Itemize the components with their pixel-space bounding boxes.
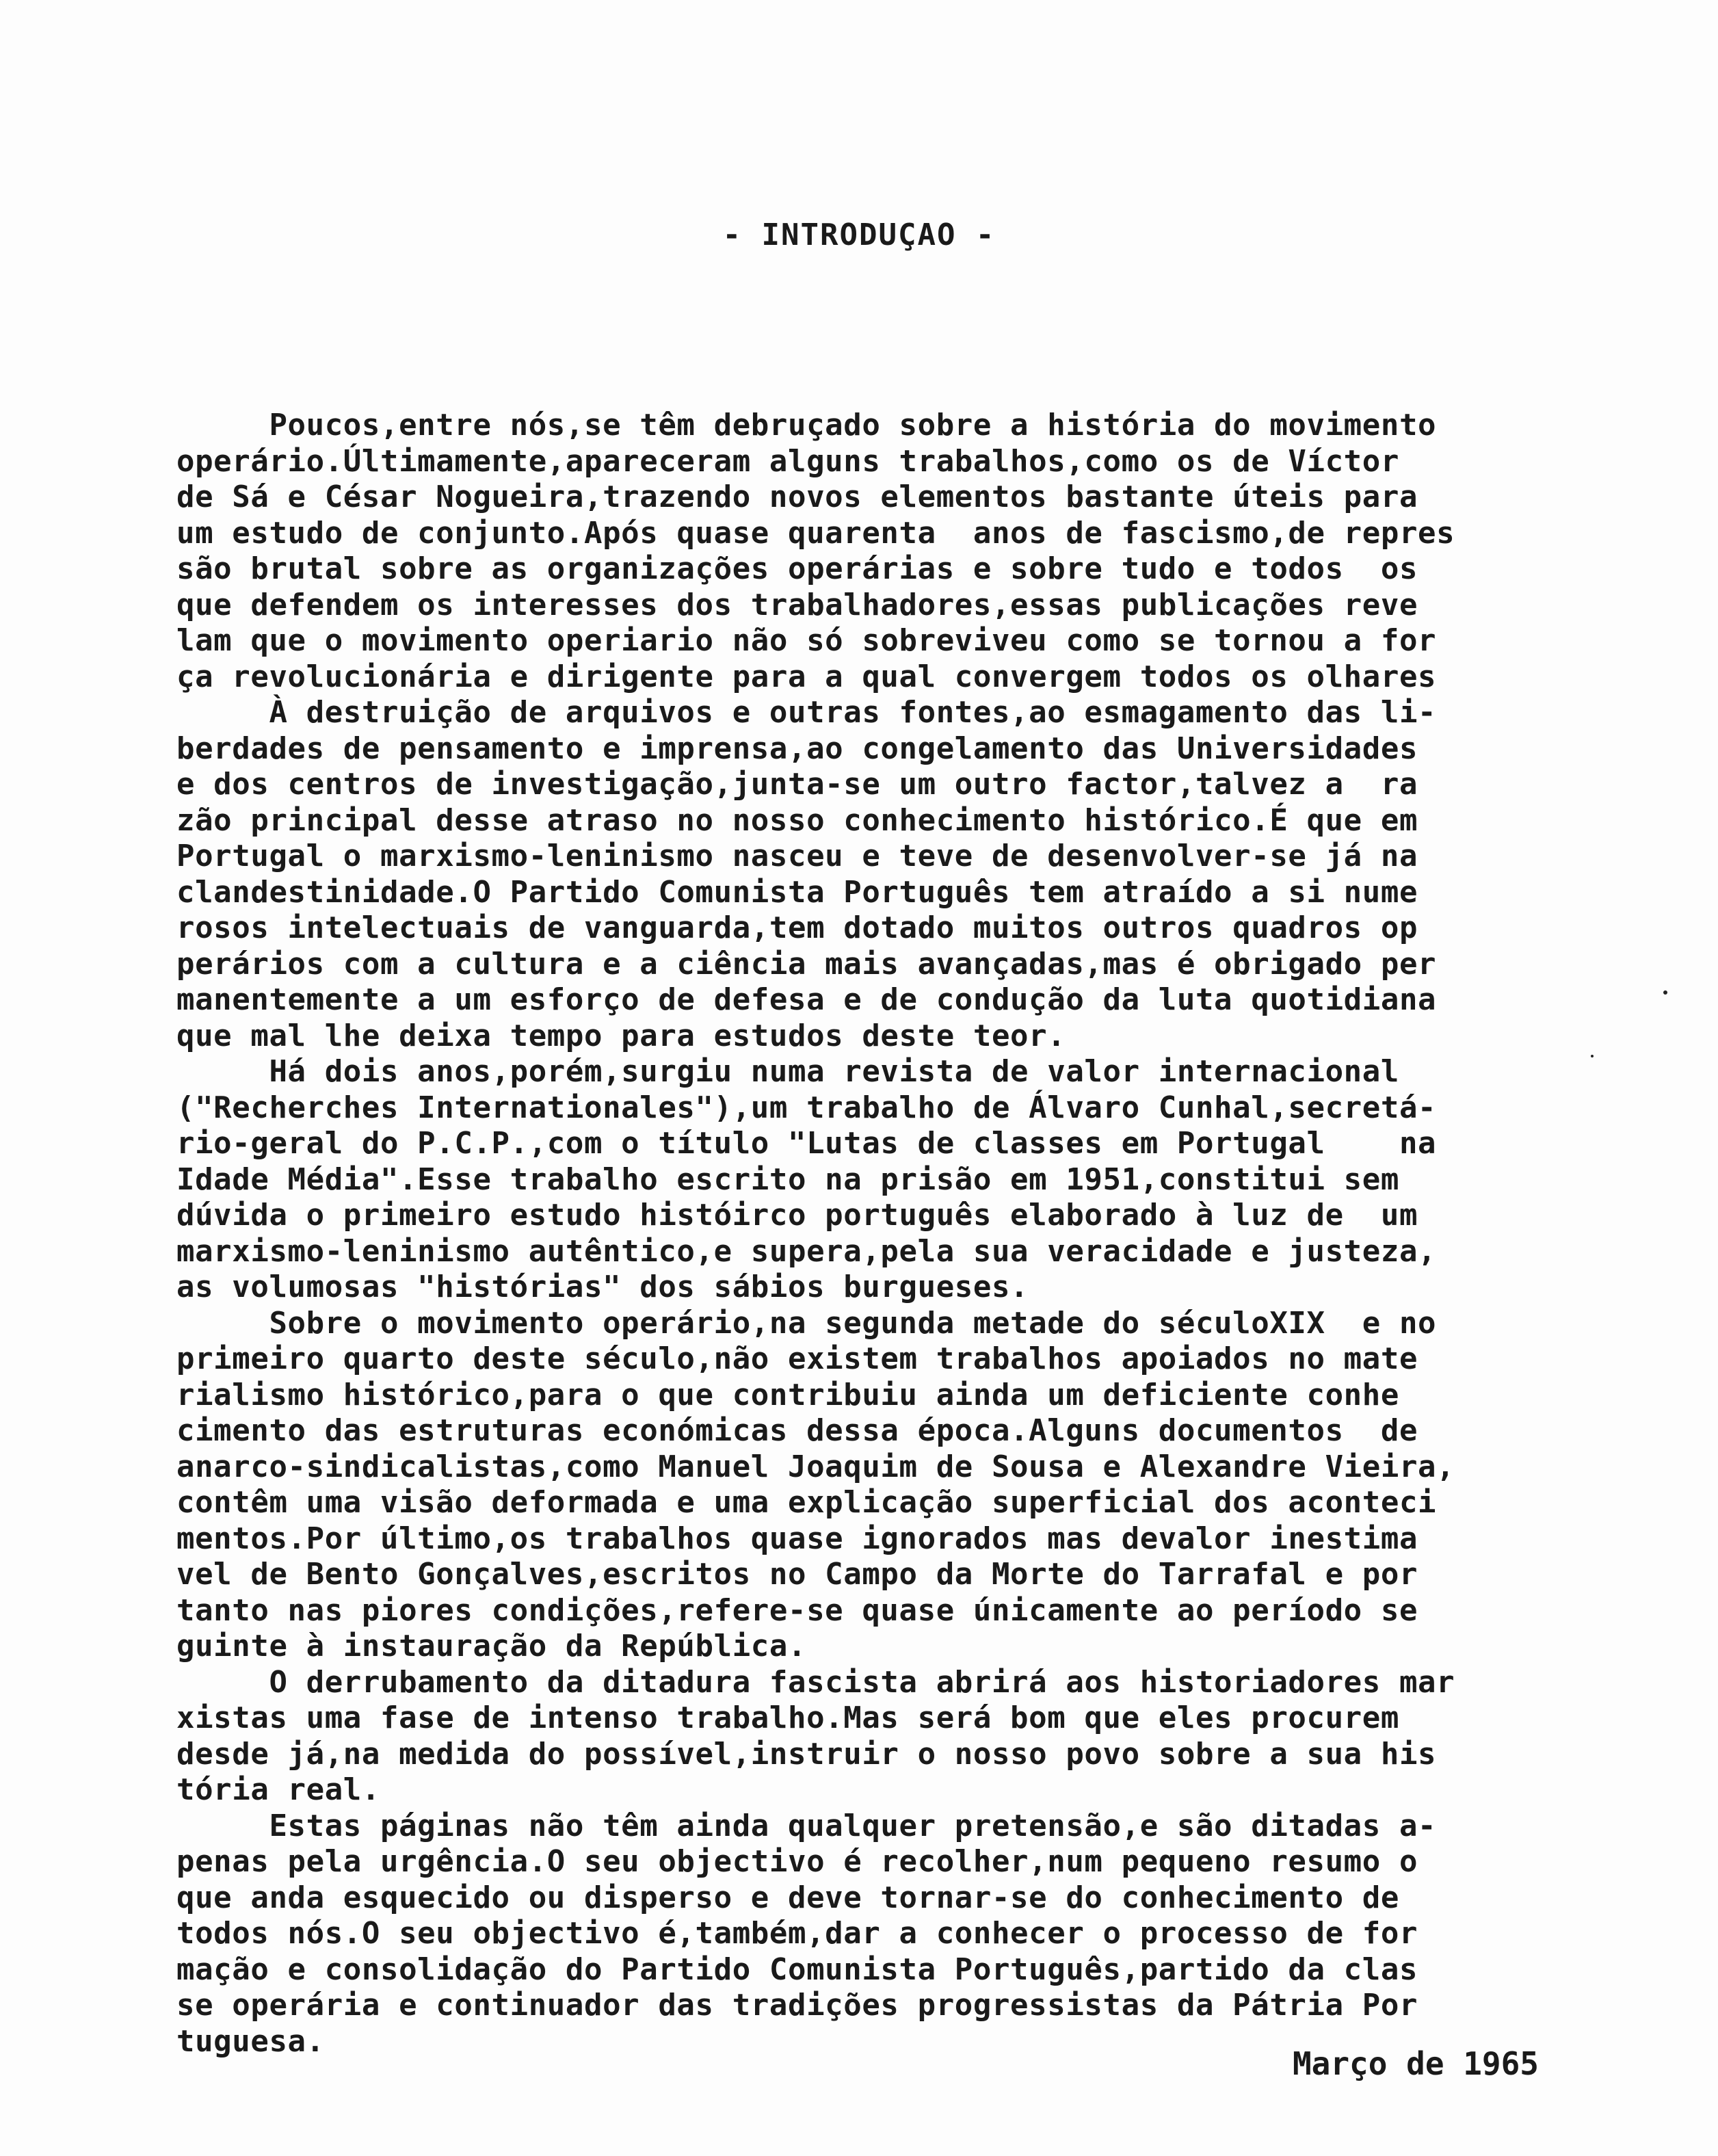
text-line: clandestinidade.O Partido Comunista Português tem atraído a si nume	[176, 874, 1418, 910]
text-line: Poucos,entre nós,se têm debruçado sobre a história do movimento	[176, 408, 1437, 443]
text-line: perários com a cultura e a ciência mais avançadas,mas é obrigado per	[176, 946, 1437, 982]
text-line: rio-geral do P.C.P.,com o título "Lutas de classes em Portugal na	[176, 1126, 1437, 1161]
text-line: mentos.Por último,os trabalhos quase ignorados mas devalor inestima	[176, 1521, 1418, 1556]
text-line: rialismo histórico,para o que contribuiu ainda um deficiente conhe	[176, 1377, 1399, 1412]
text-line: Portugal o marxismo-leninismo nasceu e teve de desenvolver-se já na	[176, 839, 1418, 873]
text-line: que mal lhe deixa tempo para estudos deste teor.	[176, 1018, 1066, 1053]
text-line: manentemente a um esforço de defesa e de condução da luta quotidiana	[176, 982, 1437, 1017]
text-line: são brutal sobre as organizações operárias e sobre tudo e todos os	[176, 551, 1418, 586]
text-line: de Sá e César Nogueira,trazendo novos elementos bastante úteis para	[176, 479, 1418, 514]
text-line: Sobre o movimento operário,na segunda metade do séculoXIX e no	[176, 1305, 1437, 1341]
text-line: um estudo de conjunto.Após quase quarenta anos de fascismo,de repres	[176, 515, 1455, 551]
text-line: xistas uma fase de intenso trabalho.Mas será bom que eles procurem	[176, 1700, 1399, 1735]
text-line: e dos centros de investigação,junta-se um outro factor,talvez a ra	[176, 767, 1418, 802]
text-line: as volumosas "histórias" dos sábios burgueses.	[176, 1270, 1029, 1304]
text-line: O derrubamento da ditadura fascista abrirá aos historiadores mar	[176, 1664, 1455, 1700]
text-line: primeiro quarto deste século,não existem trabalhos apoiados no mate	[176, 1341, 1418, 1376]
date-signature: Março de 1965	[1292, 2045, 1539, 2082]
text-line: contêm uma visão deformada e uma explicação superficial dos aconteci	[176, 1485, 1437, 1520]
text-line: tória real.	[176, 1772, 380, 1807]
text-line: marxismo-leninismo autêntico,e supera,pela sua veracidade e justeza,	[176, 1233, 1437, 1269]
text-line: que anda esquecido ou disperso e deve tornar-se do conhecimento de	[176, 1880, 1399, 1915]
text-line: penas pela urgência.O seu objectivo é recolher,num pequeno resumo o	[176, 1844, 1418, 1879]
text-line: vel de Bento Gonçalves,escritos no Campo da Morte do Tarrafal e por	[176, 1557, 1418, 1592]
text-line: se operária e continuador das tradições progressistas da Pátria Por	[176, 1988, 1418, 2023]
text-line: ("Recherches Internationales"),um trabalho de Álvaro Cunhal,secretá-	[176, 1090, 1437, 1125]
text-line: tuguesa.	[176, 2023, 325, 2059]
text-line: lam que o movimento operiario não só sobreviveu como se tornou a for	[176, 623, 1437, 658]
text-line: Há dois anos,porém,surgiu numa revista de valor internacional	[176, 1054, 1399, 1089]
text-line: zão principal desse atraso no nosso conhecimento histórico.É que em	[176, 802, 1418, 838]
text-line: operário.Últimamente,apareceram alguns trabalhos,como os de Víctor	[176, 443, 1399, 479]
text-line: mação e consolidação do Partido Comunista Português,partido da clas	[176, 1951, 1418, 1987]
text-line: desde já,na medida do possível,instruir o nosso povo sobre a sua his	[176, 1736, 1437, 1772]
text-line: todos nós.O seu objectivo é,também,dar a conhecer o processo de for	[176, 1916, 1418, 1951]
ink-speck	[1663, 990, 1667, 995]
text-line: dúvida o primeiro estudo históirco português elaborado à luz de um	[176, 1198, 1418, 1233]
text-line: ça revolucionária e dirigente para a qual convergem todos os olhares	[176, 659, 1437, 694]
text-line: cimento das estruturas económicas dessa época.Alguns documentos de	[176, 1413, 1418, 1448]
text-line: À destruição de arquivos e outras fontes,ao esmagamento das li-	[176, 695, 1437, 730]
text-line: Estas páginas não têm ainda qualquer pretensão,e são ditadas a-	[176, 1808, 1437, 1843]
text-line: anarco-sindicalistas,como Manuel Joaquim de Sousa e Alexandre Vieira,	[176, 1449, 1455, 1484]
body-text	[176, 408, 1544, 2060]
page-title: - INTRODUÇAO -	[722, 218, 996, 252]
text-line: Idade Média".Esse trabalho escrito na prisão em 1951,constitui sem	[176, 1161, 1399, 1197]
text-line: guinte à instauração da República.	[176, 1629, 807, 1664]
text-line: tanto nas piores condições,refere-se quase únicamente ao período se	[176, 1592, 1418, 1628]
ink-speck	[1591, 1055, 1594, 1057]
text-line: que defendem os interesses dos trabalhadores,essas publicações reve	[176, 587, 1418, 622]
text-line: berdades de pensamento e imprensa,ao congelamento das Universidades	[176, 731, 1418, 766]
text-line: rosos intelectuais de vanguarda,tem dotado muitos outros quadros op	[176, 910, 1418, 945]
